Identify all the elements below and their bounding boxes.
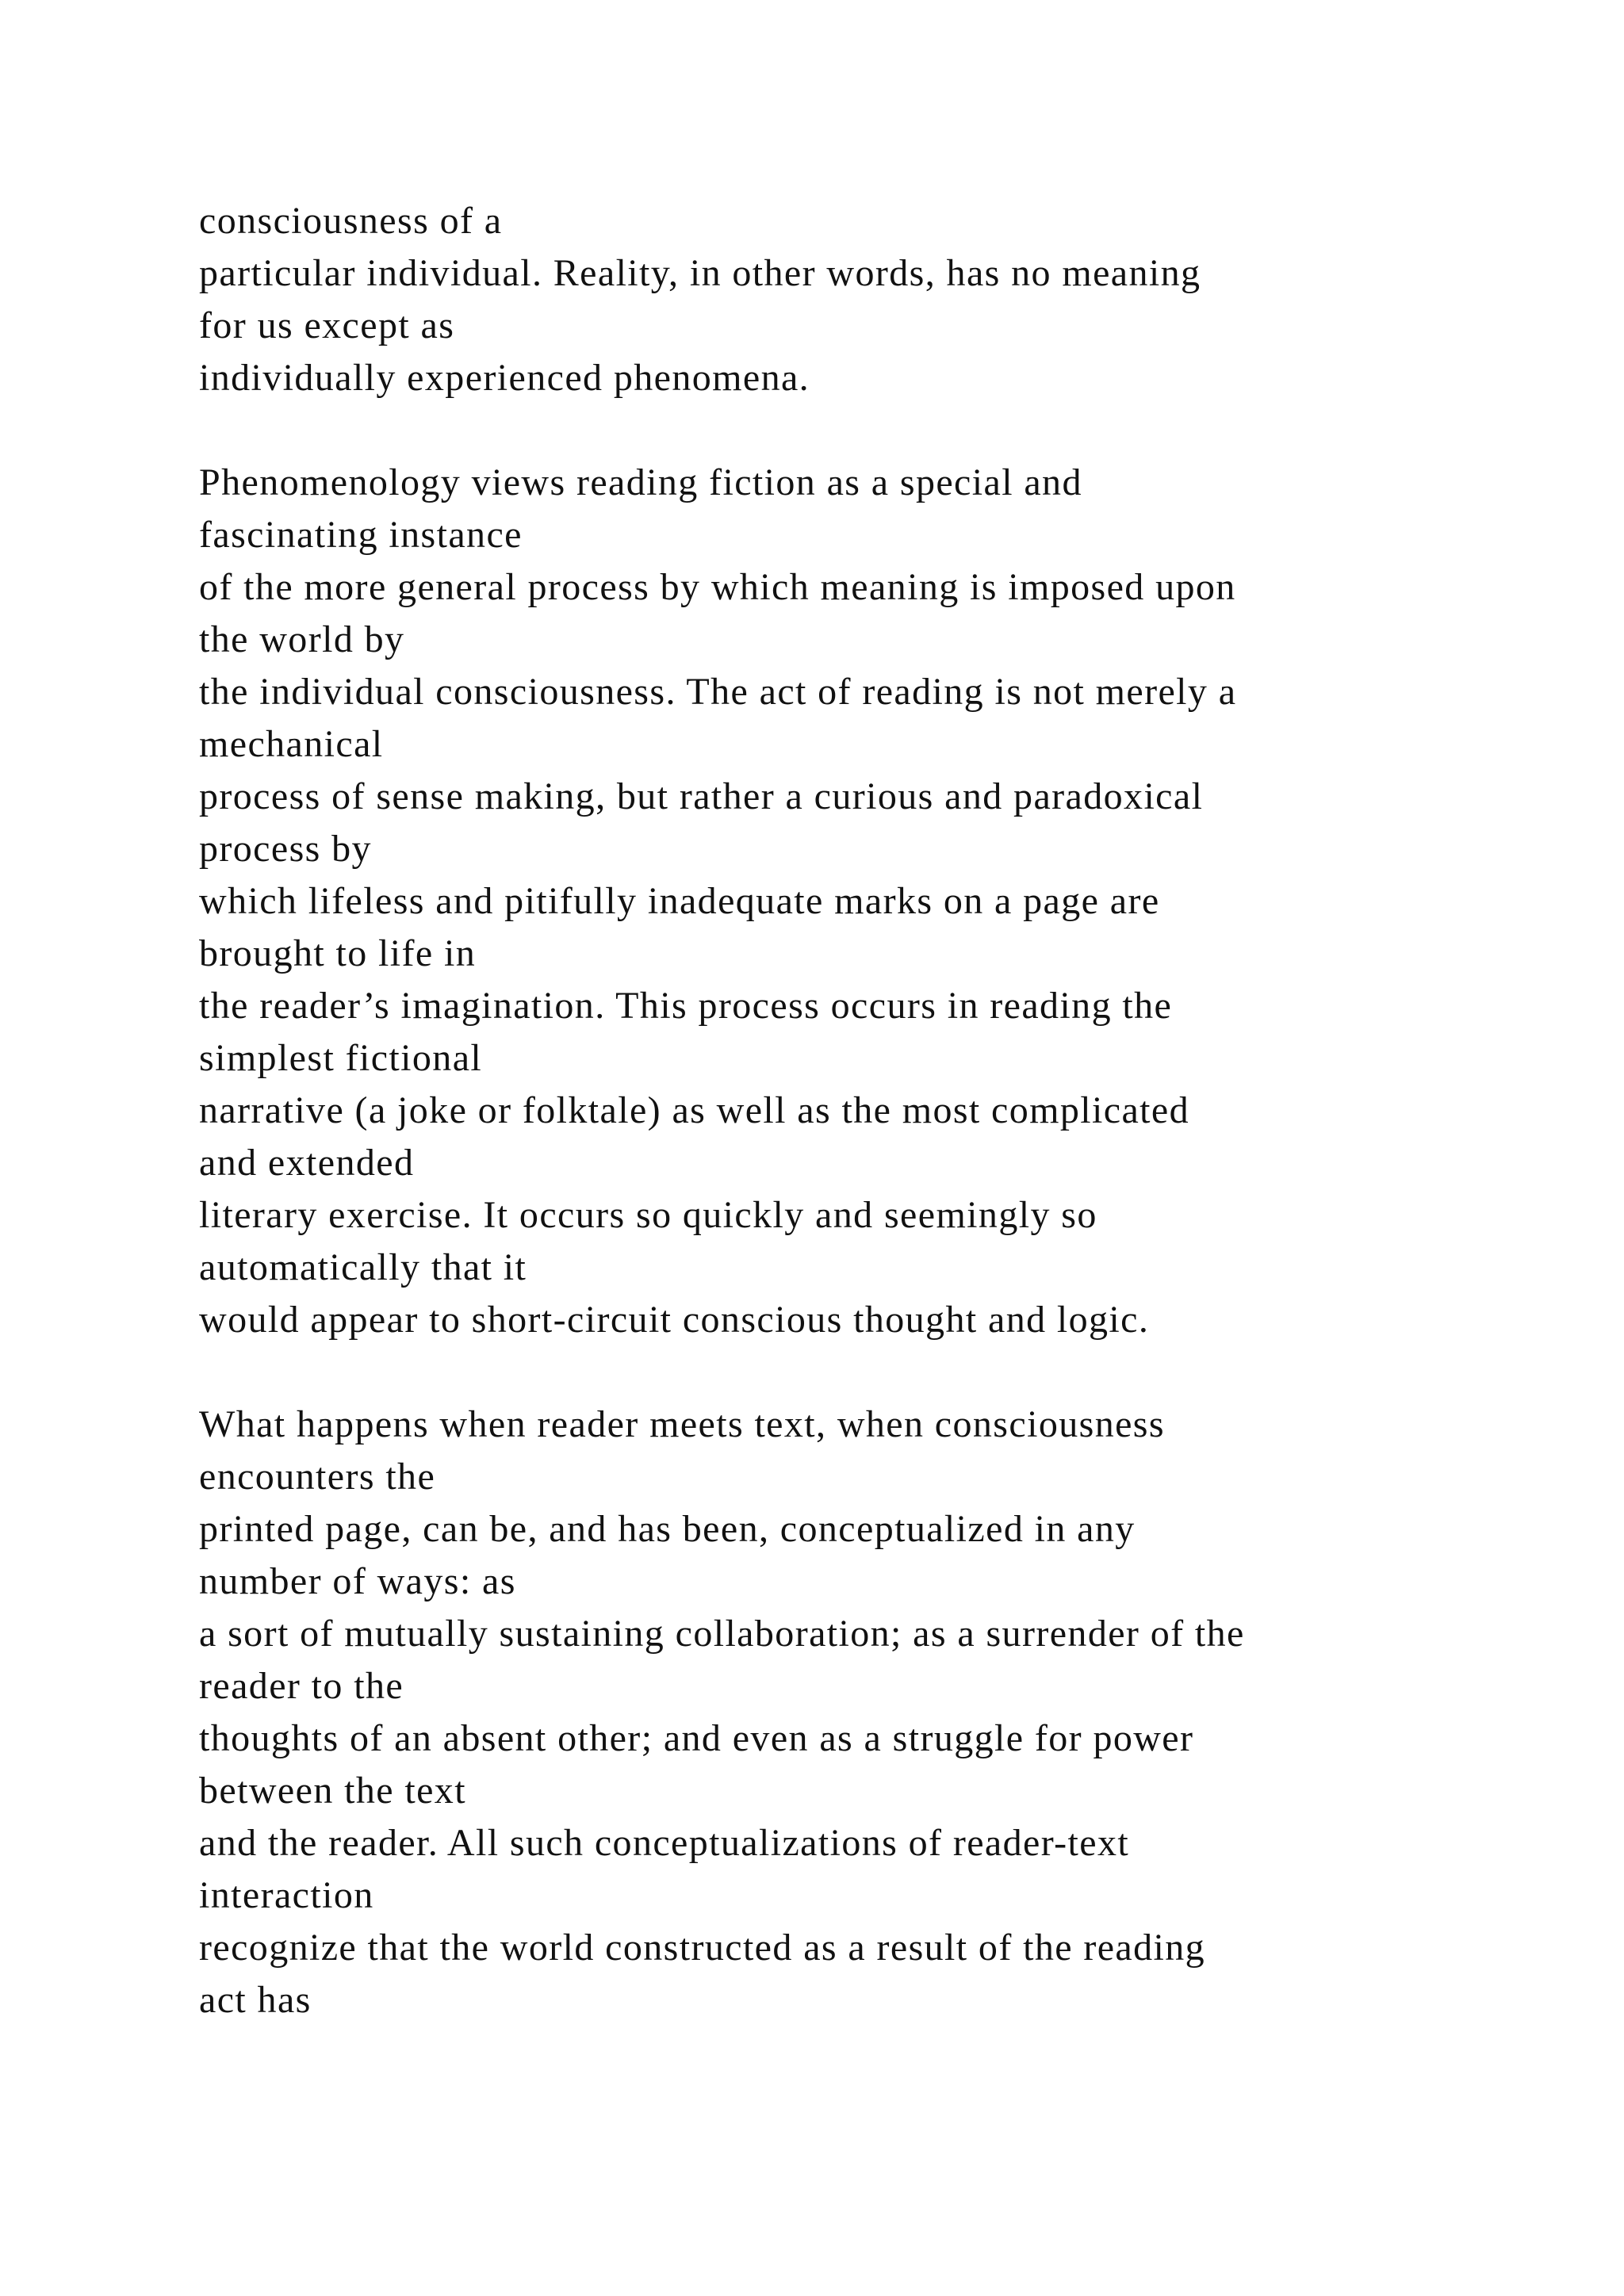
text-line: the reader’s imagination. This process occurs in reading the bbox=[199, 985, 1173, 1027]
text-line: and extended bbox=[199, 1142, 415, 1184]
text-line: printed page, can be, and has been, conceptualized in any bbox=[199, 1508, 1136, 1550]
text-line: recognize that the world constructed as a result of the reading bbox=[199, 1927, 1206, 1969]
text-line: and the reader. All such conceptualizations of reader-text bbox=[199, 1822, 1130, 1864]
text-line: What happens when reader meets text, when consciousness bbox=[199, 1403, 1165, 1445]
text-line: automatically that it bbox=[199, 1246, 527, 1288]
text-line: which lifeless and pitifully inadequate marks on a page are bbox=[199, 880, 1160, 922]
text-line: encounters the bbox=[199, 1456, 436, 1498]
paragraph-spacer bbox=[199, 404, 1547, 457]
text-line: process of sense making, but rather a curious and paradoxical bbox=[199, 775, 1204, 817]
text-line: number of ways: as bbox=[199, 1560, 516, 1602]
text-line: process by bbox=[199, 828, 372, 870]
body-text bbox=[199, 195, 1547, 2026]
text-line: mechanical bbox=[199, 723, 384, 765]
text-line: act has bbox=[199, 1979, 312, 2021]
text-line: for us except as bbox=[199, 304, 455, 346]
text-line: of the more general process by which meaning is imposed upon bbox=[199, 566, 1236, 608]
text-line: a sort of mutually sustaining collaboration; as a surrender of the bbox=[199, 1613, 1245, 1655]
paragraph-spacer bbox=[199, 1346, 1547, 1399]
text-line: Phenomenology views reading fiction as a special and bbox=[199, 461, 1082, 503]
text-line: the individual consciousness. The act of reading is not merely a bbox=[199, 671, 1237, 713]
text-line: would appear to short-circuit conscious thought and logic. bbox=[199, 1299, 1150, 1341]
text-line: consciousness of a bbox=[199, 200, 503, 242]
text-line: particular individual. Reality, in other words, has no meaning bbox=[199, 252, 1201, 294]
paragraph-3 bbox=[199, 1399, 1547, 2026]
text-line: literary exercise. It occurs so quickly and seemingly so bbox=[199, 1194, 1097, 1236]
text-line: fascinating instance bbox=[199, 514, 523, 556]
text-line: reader to the bbox=[199, 1665, 404, 1707]
text-line: narrative (a joke or folktale) as well as the most complicated bbox=[199, 1089, 1190, 1131]
text-line: between the text bbox=[199, 1770, 466, 1812]
text-line: the world by bbox=[199, 618, 405, 660]
text-line: interaction bbox=[199, 1874, 374, 1916]
paragraph-2 bbox=[199, 457, 1547, 1346]
text-line: thoughts of an absent other; and even as a struggle for power bbox=[199, 1717, 1194, 1759]
paragraph-1 bbox=[199, 195, 1547, 404]
text-line: simplest fictional bbox=[199, 1037, 483, 1079]
text-line: brought to life in bbox=[199, 932, 477, 974]
text-line: individually experienced phenomena. bbox=[199, 357, 810, 399]
